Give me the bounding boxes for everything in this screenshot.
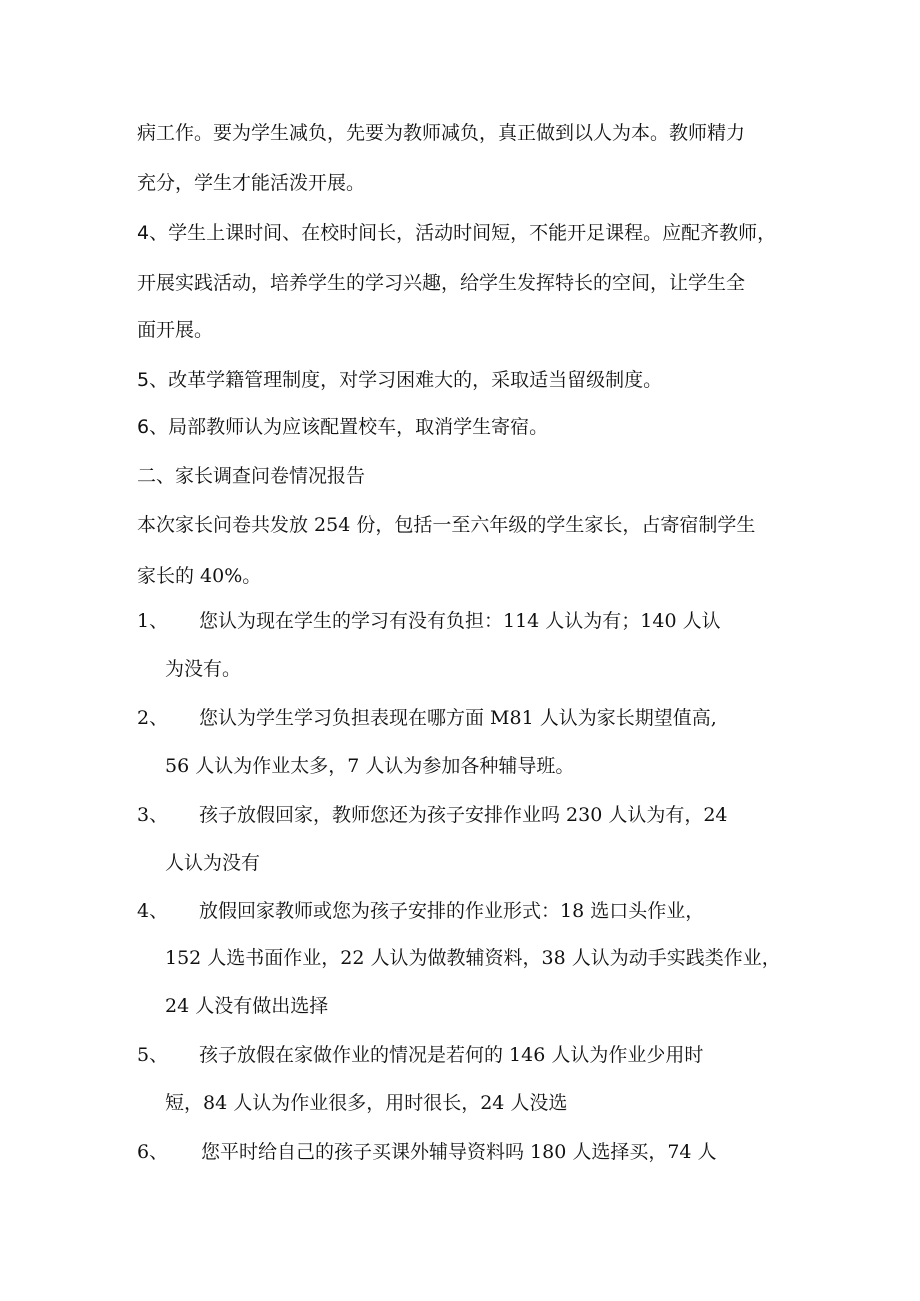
question-line: 您平时给自己的孩子买课外辅导资料吗 180 人选择买，74 人 <box>201 1141 717 1163</box>
list-item-4: 4、学生上课时间、在校时间长，活动时间短，不能开足课程。应配齐教师， <box>137 222 777 244</box>
question-line: 24 人没有做出选择 <box>165 995 329 1017</box>
question-number: 3、 <box>137 804 169 826</box>
question-line: 人认为没有 <box>165 852 261 874</box>
paragraph-line: 病工作。要为学生减负，先要为教师减负，真正做到以人为本。教师精力 <box>137 122 746 144</box>
question-number: 6、 <box>137 1141 169 1163</box>
intro-line: 本次家长问卷共发放 254 份，包括一至六年级的学生家长，占寄宿制学生 <box>137 514 756 536</box>
list-item-6: 6、局部教师认为应该配置校车，取消学生寄宿。 <box>137 416 549 438</box>
question-line: 孩子放假回家，教师您还为孩子安排作业吗 230 人认为有，24 <box>199 804 728 826</box>
question-line: 您认为学生学习负担表现在哪方面 M81 人认为家长期望值高, <box>199 707 717 729</box>
question-line: 放假回家教师或您为孩子安排的作业形式：18 选口头作业， <box>199 900 705 922</box>
paragraph-line: 充分，学生才能活泼开展。 <box>137 172 366 194</box>
list-item-5: 5、改革学籍管理制度，对学习困难大的，采取适当留级制度。 <box>137 369 663 391</box>
question-line: 152 人选书面作业，22 人认为做教辅资料，38 人认为动手实践类作业， <box>165 947 781 969</box>
question-line: 您认为现在学生的学习有没有负担：114 人认为有；140 人认 <box>199 610 721 632</box>
question-number: 2、 <box>137 707 169 729</box>
question-line: 为没有。 <box>165 658 242 680</box>
question-line: 孩子放假在家做作业的情况是若何的 146 人认为作业少用时 <box>199 1044 704 1066</box>
question-line: 56 人认为作业太多，7 人认为参加各种辅导班。 <box>165 755 575 777</box>
intro-line: 家长的 40%。 <box>137 565 262 587</box>
question-number: 4、 <box>137 900 169 922</box>
section-heading: 二、家长调查问卷情况报告 <box>137 465 366 487</box>
paragraph-line: 开展实践活动，培养学生的学习兴趣，给学生发挥特长的空间，让学生全 <box>137 272 746 294</box>
question-line: 短，84 人认为作业很多，用时很长，24 人没选 <box>165 1092 568 1114</box>
question-number: 5、 <box>137 1044 169 1066</box>
question-number: 1、 <box>137 610 169 632</box>
paragraph-line: 面开展。 <box>137 319 214 341</box>
